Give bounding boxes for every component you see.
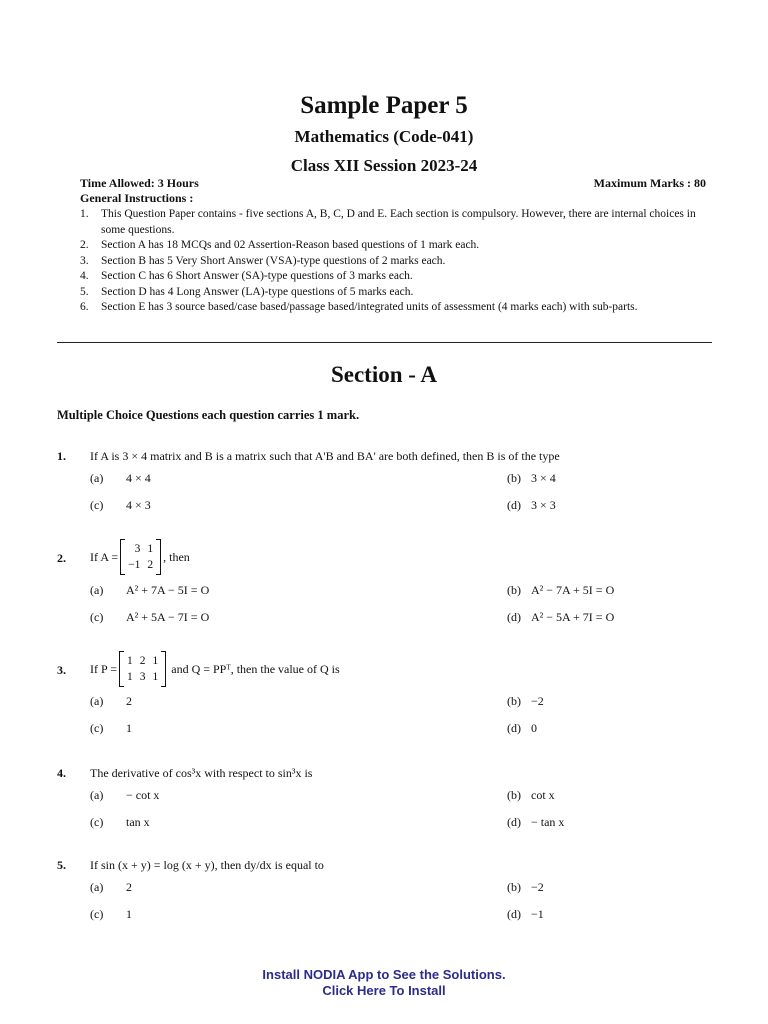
bracket-right bbox=[161, 651, 166, 687]
option-d bbox=[507, 721, 537, 736]
option-c bbox=[90, 907, 132, 922]
section-note: Multiple Choice Questions each question carries 1 mark. bbox=[57, 408, 360, 422]
class-session-heading: Class XII Session 2023-24 bbox=[290, 156, 478, 175]
option-label: (d) bbox=[507, 498, 521, 512]
instruction-number: 5. bbox=[80, 285, 89, 298]
option-label: (a) bbox=[90, 694, 104, 708]
option-a bbox=[90, 880, 132, 895]
question-text: If A is 3 × 4 matrix and B is a matrix such that A'B and BA' are both defined, then B is of the type bbox=[90, 449, 560, 463]
instruction-text: Section B has 5 Very Short Answer (VSA)-type questions of 2 marks each. bbox=[101, 254, 446, 267]
instruction-number: 3. bbox=[80, 254, 89, 267]
option-text: cot x bbox=[531, 788, 555, 802]
matrix-cell: 3 bbox=[139, 671, 146, 683]
matrix-cell: 1 bbox=[127, 655, 133, 667]
question-number: 1. bbox=[57, 449, 66, 463]
matrix-cell: 3 bbox=[134, 543, 141, 555]
matrix-cell: 1 bbox=[127, 671, 133, 683]
matrix-p bbox=[119, 651, 166, 687]
question-number: 4. bbox=[57, 766, 66, 780]
option-text: A² + 7A − 5I = O bbox=[126, 583, 210, 597]
instruction-text: Section D has 4 Long Answer (LA)-type questions of 5 marks each. bbox=[101, 285, 414, 298]
option-b bbox=[507, 788, 555, 803]
question-prefix: If A = bbox=[90, 549, 119, 564]
option-label: (b) bbox=[507, 583, 521, 597]
option-label: (d) bbox=[507, 907, 521, 921]
option-text: 3 × 4 bbox=[531, 471, 556, 485]
click-to-install-link[interactable]: Click Here To Install bbox=[322, 983, 446, 998]
option-text: −1 bbox=[531, 907, 544, 921]
option-text: tan x bbox=[126, 815, 150, 829]
option-text: 0 bbox=[531, 721, 537, 735]
option-label: (b) bbox=[507, 880, 521, 894]
question-text bbox=[90, 651, 340, 687]
subject-heading: Mathematics (Code-041) bbox=[294, 127, 474, 146]
option-b bbox=[507, 583, 614, 598]
question-number: 2. bbox=[57, 551, 66, 565]
maximum-marks: Maximum Marks : 80 bbox=[593, 176, 706, 190]
option-text: −2 bbox=[531, 880, 544, 894]
option-a bbox=[90, 583, 209, 598]
matrix-cell: 2 bbox=[139, 655, 146, 667]
option-d bbox=[507, 907, 544, 922]
option-text: − cot x bbox=[126, 788, 160, 802]
option-label: (a) bbox=[90, 583, 104, 597]
instruction-text: Section C has 6 Short Answer (SA)-type questions of 3 marks each. bbox=[101, 270, 413, 282]
matrix-cell: −1 bbox=[128, 559, 141, 571]
option-text: A² − 5A + 7I = O bbox=[531, 610, 615, 624]
option-d bbox=[507, 610, 614, 625]
instruction-item bbox=[80, 254, 715, 270]
instructions-list bbox=[80, 207, 715, 316]
page-title: Sample Paper 5 bbox=[300, 92, 468, 119]
option-label: (c) bbox=[90, 907, 104, 921]
option-b bbox=[507, 471, 556, 486]
option-label: (c) bbox=[90, 498, 104, 512]
option-text: A² − 7A + 5I = O bbox=[531, 583, 615, 597]
option-label: (a) bbox=[90, 788, 104, 802]
matrix-cell: 1 bbox=[152, 671, 159, 683]
option-text: A² + 5A − 7I = O bbox=[126, 610, 210, 624]
option-text: 2 bbox=[126, 694, 132, 708]
question-text bbox=[90, 539, 190, 575]
matrix-cell: 1 bbox=[152, 655, 159, 667]
option-label: (b) bbox=[507, 471, 521, 485]
option-c bbox=[90, 721, 132, 736]
option-label: (c) bbox=[90, 721, 104, 735]
option-label: (d) bbox=[507, 721, 521, 735]
option-text: 3 × 3 bbox=[531, 498, 556, 512]
option-text: − tan x bbox=[531, 815, 565, 829]
option-label: (c) bbox=[90, 610, 104, 624]
matrix-cell: 1 bbox=[147, 543, 154, 555]
matrix-cell: 2 bbox=[147, 559, 154, 571]
option-text: 2 bbox=[126, 880, 132, 894]
option-d bbox=[507, 815, 564, 830]
instruction-item bbox=[80, 285, 715, 301]
option-c bbox=[90, 610, 209, 625]
option-d bbox=[507, 498, 556, 513]
instruction-item bbox=[80, 238, 715, 254]
matrix-a bbox=[120, 539, 161, 575]
question-number: 5. bbox=[57, 858, 66, 872]
instruction-item bbox=[80, 300, 715, 316]
instruction-number: 2. bbox=[80, 239, 89, 251]
option-label: (b) bbox=[507, 788, 521, 802]
option-c bbox=[90, 498, 151, 513]
question-suffix: and Q = PPᵀ, then the value of Q is bbox=[171, 661, 340, 676]
question-text: The derivative of cos³x with respect to sin³x is bbox=[90, 766, 313, 780]
option-a bbox=[90, 788, 159, 803]
option-b bbox=[507, 694, 544, 709]
footer-promo bbox=[0, 967, 768, 999]
option-a bbox=[90, 694, 132, 709]
instruction-number: 1. bbox=[80, 208, 89, 220]
option-text: 4 × 3 bbox=[126, 498, 151, 512]
bracket-right bbox=[156, 539, 161, 575]
instruction-text: This Question Paper contains - five sections A, B, C, D and E. Each section is compulsory. However, there are internal choices in some questions. bbox=[101, 208, 696, 236]
divider bbox=[57, 342, 712, 343]
question-number: 3. bbox=[57, 663, 66, 677]
option-text: 4 × 4 bbox=[126, 471, 151, 485]
question-prefix: If P = bbox=[90, 661, 117, 676]
option-text: 1 bbox=[126, 907, 132, 921]
option-label: (d) bbox=[507, 815, 521, 829]
question-text: If sin (x + y) = log (x + y), then dy/dx is equal to bbox=[90, 858, 324, 872]
instruction-text: Section E has 3 source based/case based/passage based/integrated units of assessment (4 marks each) with sub-parts. bbox=[101, 301, 638, 313]
time-allowed: Time Allowed: 3 Hours bbox=[80, 176, 199, 190]
install-app-link[interactable]: Install NODIA App to See the Solutions. bbox=[262, 967, 506, 982]
instructions-heading: General Instructions : bbox=[80, 191, 194, 205]
instruction-item bbox=[80, 269, 715, 285]
option-b bbox=[507, 880, 544, 895]
option-label: (d) bbox=[507, 610, 521, 624]
option-a bbox=[90, 471, 151, 486]
option-label: (a) bbox=[90, 880, 104, 894]
option-c bbox=[90, 815, 150, 830]
instruction-text: Section A has 18 MCQs and 02 Assertion-Reason based questions of 1 mark each. bbox=[101, 239, 480, 251]
instruction-item bbox=[80, 207, 715, 238]
instruction-number: 6. bbox=[80, 301, 89, 313]
instruction-number: 4. bbox=[80, 270, 89, 282]
option-text: −2 bbox=[531, 694, 544, 708]
section-title: Section - A bbox=[330, 362, 438, 387]
option-text: 1 bbox=[126, 721, 132, 735]
question-suffix: , then bbox=[163, 549, 190, 564]
option-label: (a) bbox=[90, 471, 104, 485]
option-label: (c) bbox=[90, 815, 104, 829]
option-label: (b) bbox=[507, 694, 521, 708]
